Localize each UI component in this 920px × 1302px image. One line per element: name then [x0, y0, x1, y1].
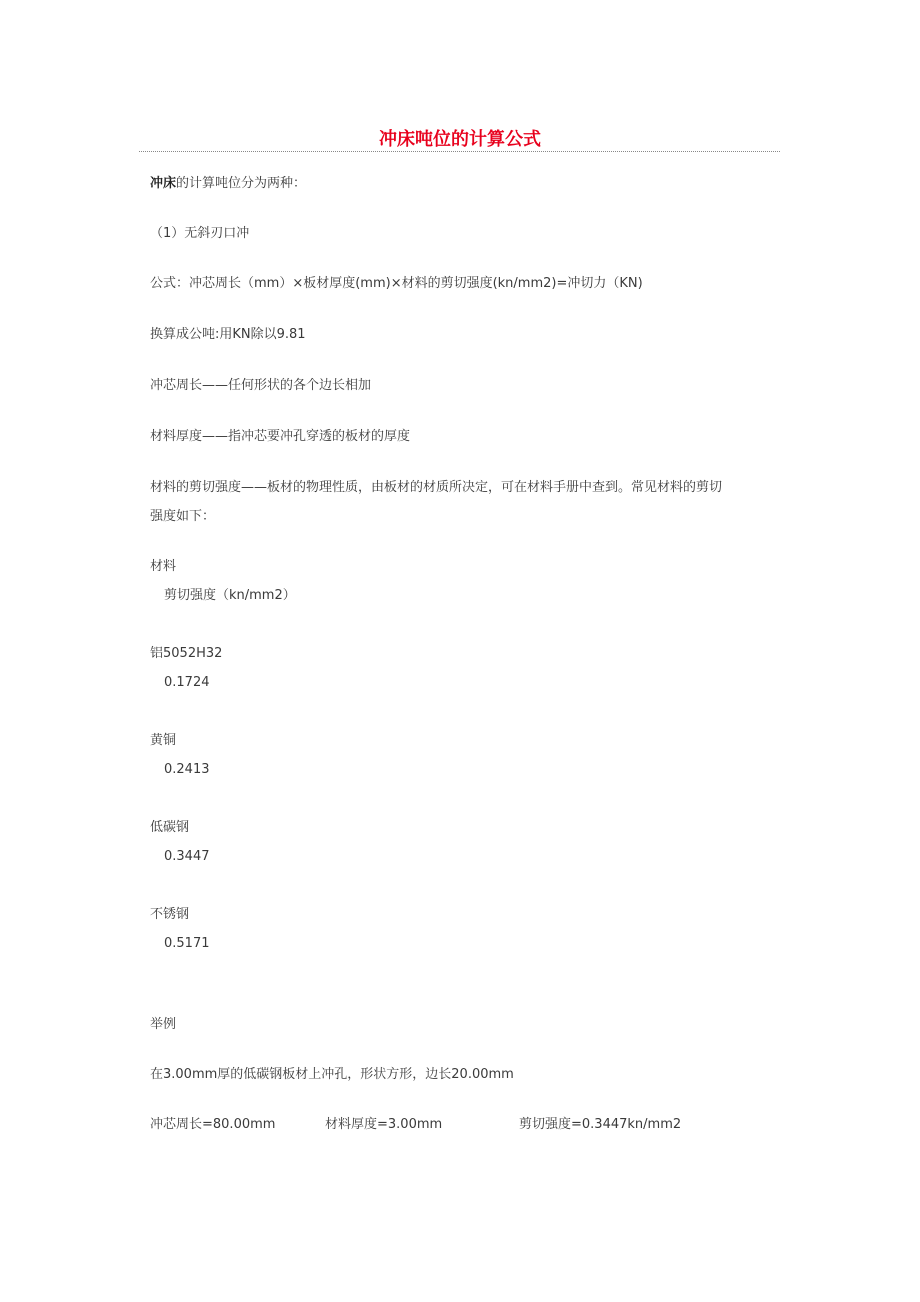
table-row-material: 黄铜 — [150, 733, 177, 748]
page-title: 冲床吨位的计算公式 — [379, 129, 541, 150]
example-thickness: 材料厚度=3.00mm — [325, 1117, 443, 1132]
definition-strength-line2: 强度如下： — [150, 509, 216, 524]
title-divider — [139, 151, 780, 152]
example-text: 在3.00mm厚的低碳钢板材上冲孔，形状方形，边长20.00mm — [150, 1067, 514, 1082]
table-row-strength: 0.3447 — [164, 849, 210, 864]
table-row-material: 铝5052H32 — [150, 646, 223, 661]
table-row-material: 低碳钢 — [150, 820, 190, 835]
definition-perimeter: 冲芯周长——任何形状的各个边长相加 — [150, 378, 372, 393]
formula-text: 公式：冲芯周长（mm）×板材厚度(mm)×材料的剪切强度(kn/mm2)=冲切力（KN) — [150, 276, 643, 291]
table-header-material: 材料 — [150, 559, 177, 574]
table-header-strength: 剪切强度（kn/mm2） — [164, 588, 296, 603]
table-row-strength: 0.2413 — [164, 762, 210, 777]
intro-paragraph — [150, 175, 306, 193]
table-row-material: 不锈钢 — [150, 907, 190, 922]
table-row-strength: 0.1724 — [164, 675, 210, 690]
example-perimeter: 冲芯周长=80.00mm — [150, 1117, 276, 1132]
intro-keyword: 冲床 — [150, 176, 177, 191]
example-strength: 剪切强度=0.3447kn/mm2 — [519, 1117, 682, 1132]
intro-text: 的计算吨位分为两种： — [176, 176, 307, 191]
conversion-text: 换算成公吨:用KN除以9.81 — [150, 327, 306, 342]
table-row-strength: 0.5171 — [164, 936, 210, 951]
case-heading: （1）无斜刃口冲 — [150, 226, 250, 241]
example-heading: 举例 — [150, 1017, 177, 1032]
definition-strength-line1: 材料的剪切强度——板材的物理性质，由板材的材质所决定，可在材料手册中查到。常见材料的剪切 — [150, 480, 723, 495]
definition-thickness: 材料厚度——指冲芯要冲孔穿透的板材的厚度 — [150, 429, 411, 444]
